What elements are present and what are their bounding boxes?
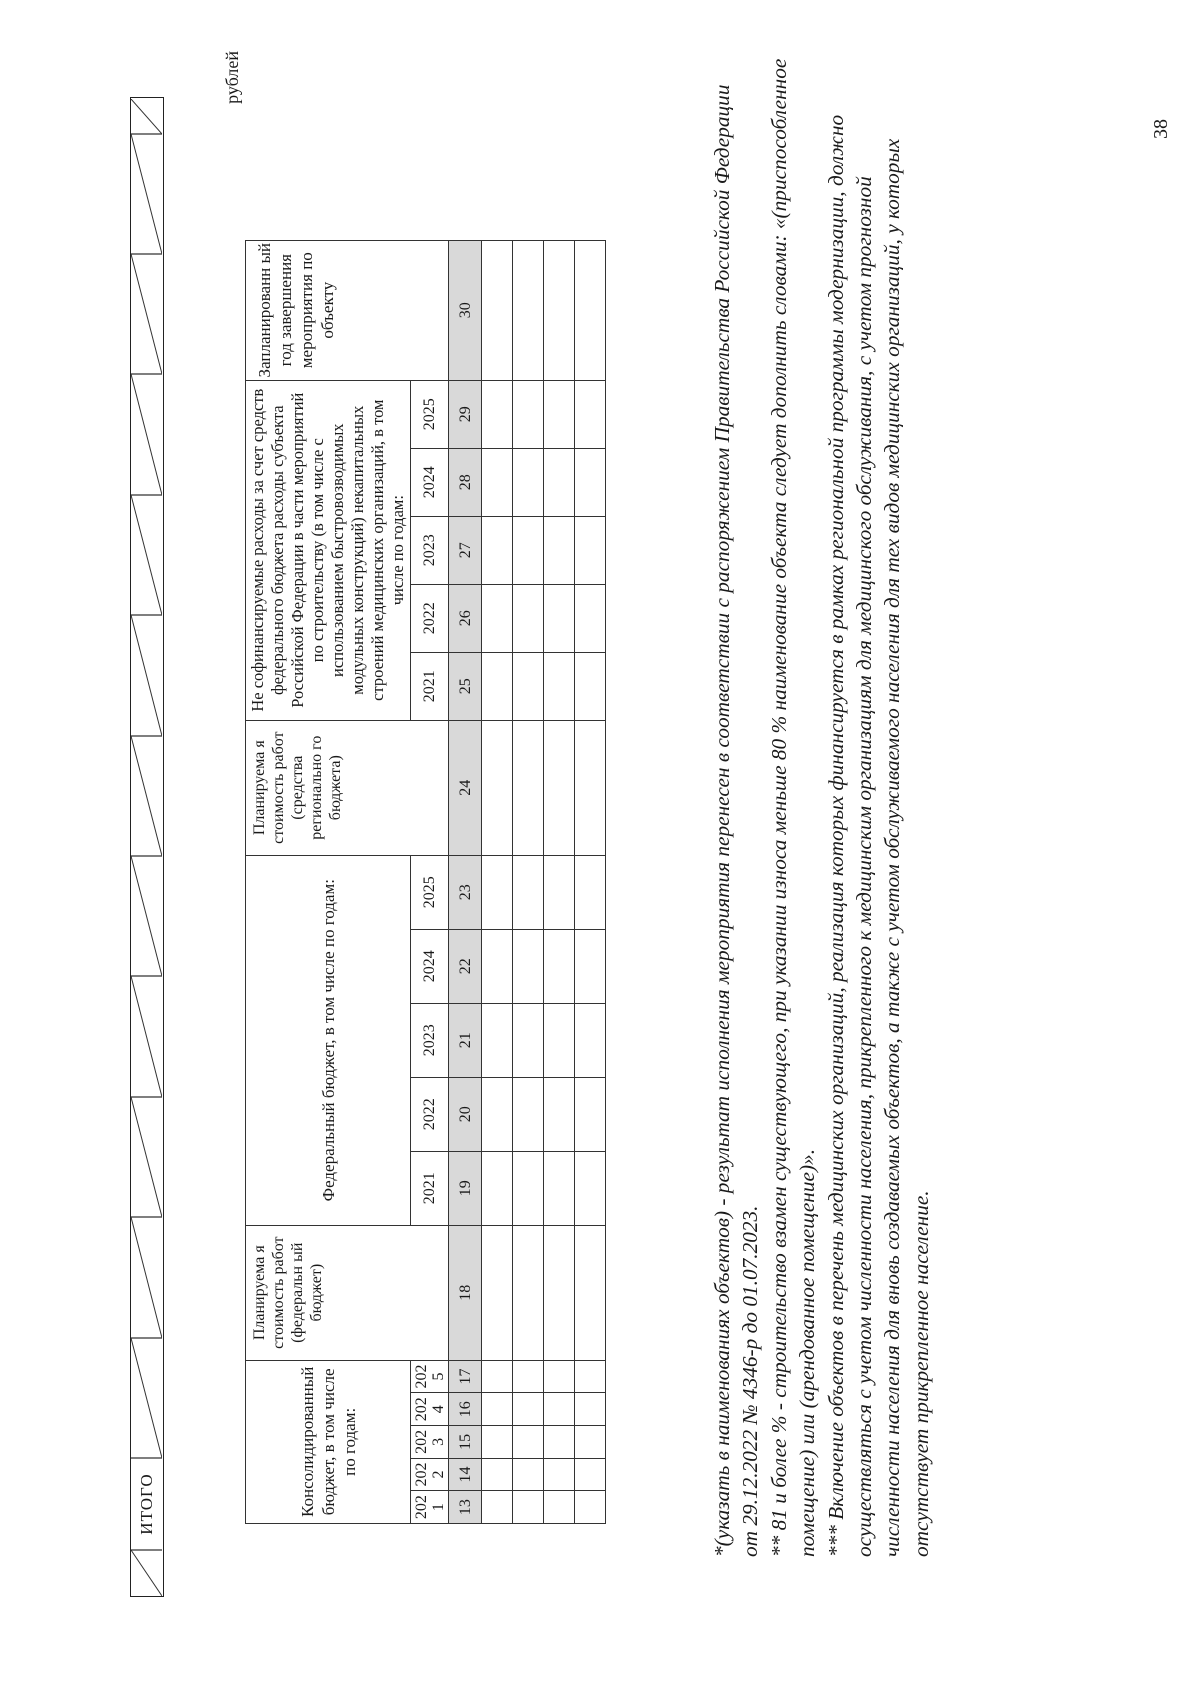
column-number: 30 xyxy=(449,240,482,380)
table-cell xyxy=(482,1426,513,1459)
table-cell xyxy=(575,240,606,380)
totals-row-diagonals xyxy=(131,99,162,1596)
table-cell xyxy=(482,1077,513,1151)
cell-cross-diagonal xyxy=(131,1550,162,1596)
non-cofinanced-year-header: 2021 xyxy=(411,652,449,720)
header-planned-completion-year: Запланированн ый год завершения мероприятия по объекту xyxy=(246,240,449,380)
header-federal-budget: Федеральный бюджет, в том числе по годам: xyxy=(246,855,411,1225)
table-cell xyxy=(575,1151,606,1225)
table-cell xyxy=(575,1491,606,1524)
column-number: 17 xyxy=(449,1360,482,1393)
table-cell xyxy=(482,1491,513,1524)
table-cell xyxy=(544,1360,575,1393)
year-top: 202 xyxy=(412,1397,430,1422)
year-top: 202 xyxy=(412,1462,430,1487)
non-cofinanced-year-header: 2025 xyxy=(411,380,449,448)
table-cell xyxy=(513,1151,544,1225)
table-cell xyxy=(482,380,513,448)
year-bottom: 1 xyxy=(429,1503,447,1512)
table-cell xyxy=(482,929,513,1003)
table-cell xyxy=(544,240,575,380)
table-cell xyxy=(513,652,544,720)
table-cell xyxy=(513,1426,544,1459)
table-cell xyxy=(544,448,575,516)
table-cell xyxy=(544,652,575,720)
column-number: 19 xyxy=(449,1151,482,1225)
table-cell xyxy=(544,1458,575,1491)
footnotes xyxy=(708,57,935,1557)
table-cell xyxy=(544,516,575,584)
footnote-1: *(указать в наименованиях объектов) - результат исполнения мероприятия перенесен в соответствии с распоряжением Правительства Российской Федерации от 29.12.2022 № 4346-р до 01.07.2023. xyxy=(710,84,763,1557)
header-planned-cost-federal: Планируема я стоимость работ (федеральн ый бюджет) xyxy=(246,1225,449,1360)
table-cell xyxy=(482,1003,513,1077)
table-cell xyxy=(575,1003,606,1077)
footnote-3: *** Включение объектов в перечень медицинских организаций, реализация которых финансируется в рамках региональной программы модернизации, должно осуществляться с учетом численности населения, прикрепленного к медицинским организациям для медицинского обслуживания, с учетом прогнозной численности населения для вновь создаваемых объектов, а также с учетом обслуживаемого населения для тех видов медицинских организаций, у которых отсутствует прикрепленное население. xyxy=(823,114,933,1557)
table-row xyxy=(482,240,513,1523)
consolidated-year-2022 xyxy=(411,1458,449,1491)
table-cell xyxy=(513,1393,544,1426)
cell-cross-diagonal xyxy=(131,374,162,495)
table-cell xyxy=(482,516,513,584)
year-bottom: 3 xyxy=(429,1437,447,1446)
totals-label: ИТОГО xyxy=(136,1473,156,1535)
table-cell xyxy=(575,1393,606,1426)
table-cell xyxy=(575,1077,606,1151)
table-cell xyxy=(544,929,575,1003)
table-cell xyxy=(575,1360,606,1393)
non-cofinanced-year-header: 2023 xyxy=(411,516,449,584)
table-cell xyxy=(513,929,544,1003)
table-cell xyxy=(575,855,606,929)
table-cell xyxy=(482,855,513,929)
table-cell xyxy=(513,240,544,380)
table-cell xyxy=(482,240,513,380)
cell-cross-diagonal xyxy=(131,99,162,134)
table-cell xyxy=(575,584,606,652)
year-bottom: 2 xyxy=(429,1470,447,1479)
non-cofinanced-year-header: 2024 xyxy=(411,448,449,516)
totals-row xyxy=(130,97,164,1597)
table-cell xyxy=(544,584,575,652)
table-cell xyxy=(513,1077,544,1151)
cell-cross-diagonal xyxy=(131,976,162,1097)
cell-cross-diagonal xyxy=(131,856,162,976)
cell-cross-diagonal xyxy=(131,1217,162,1338)
table-cell xyxy=(575,380,606,448)
column-number: 21 xyxy=(449,1003,482,1077)
year-top: 202 xyxy=(412,1495,430,1520)
table-cell xyxy=(513,380,544,448)
year-top: 202 xyxy=(412,1364,430,1389)
column-number: 16 xyxy=(449,1393,482,1426)
federal-year-header: 2022 xyxy=(411,1077,449,1151)
table-cell xyxy=(575,1458,606,1491)
cell-cross-diagonal xyxy=(131,495,162,615)
federal-year-header: 2025 xyxy=(411,855,449,929)
consolidated-year-2025 xyxy=(411,1360,449,1393)
table-cell xyxy=(544,1077,575,1151)
table-cell xyxy=(482,1458,513,1491)
column-number: 29 xyxy=(449,380,482,448)
table-cell xyxy=(513,1225,544,1360)
column-number: 24 xyxy=(449,720,482,855)
table-cell xyxy=(575,448,606,516)
footnote-2: ** 81 и более % - строительство взамен существующего, при указании износа меньше 80 % наименование объекта следует дополнить словами: «(приспособленное помещение) или (арендованное помещение)». xyxy=(766,58,820,1557)
cell-cross-diagonal xyxy=(131,254,162,374)
column-number: 28 xyxy=(449,448,482,516)
table-cell xyxy=(575,720,606,855)
table-cell xyxy=(544,855,575,929)
federal-year-header: 2023 xyxy=(411,1003,449,1077)
column-number: 23 xyxy=(449,855,482,929)
table-row xyxy=(575,240,606,1523)
column-number-row xyxy=(449,240,482,1523)
consolidated-year-2021 xyxy=(411,1491,449,1524)
table-cell xyxy=(575,1225,606,1360)
table-cell xyxy=(482,1393,513,1426)
table-cell xyxy=(544,1426,575,1459)
table-cell xyxy=(513,584,544,652)
table-cell xyxy=(513,448,544,516)
table-cell xyxy=(544,1003,575,1077)
table-cell xyxy=(544,1151,575,1225)
table-cell xyxy=(482,448,513,516)
units-label: рублей xyxy=(222,51,242,104)
cell-cross-diagonal xyxy=(131,134,162,254)
table-cell xyxy=(513,855,544,929)
year-top: 202 xyxy=(412,1429,430,1454)
table-row xyxy=(544,240,575,1523)
table-row xyxy=(513,240,544,1523)
table-cell xyxy=(575,652,606,720)
cell-cross-diagonal xyxy=(131,736,162,856)
table-cell xyxy=(513,1360,544,1393)
table-cell xyxy=(482,652,513,720)
consolidated-year-2023 xyxy=(411,1426,449,1459)
header-non-cofinanced-expenses: Не софинансируемые расходы за счет средств федерального бюджета расходы субъекта Российской Федерации в части мероприятий по строительству (в том числе с использованием быстровозводимых модульных конструкций) некапитальных строений медицинских организаций, в том числе по годам: xyxy=(246,380,411,720)
table-cell xyxy=(513,1003,544,1077)
column-number: 15 xyxy=(449,1426,482,1459)
column-number: 26 xyxy=(449,584,482,652)
column-number: 25 xyxy=(449,652,482,720)
table-cell xyxy=(482,1360,513,1393)
table-cell xyxy=(544,1491,575,1524)
table-cell xyxy=(482,1151,513,1225)
column-number: 13 xyxy=(449,1491,482,1524)
column-number: 22 xyxy=(449,929,482,1003)
table-cell xyxy=(575,929,606,1003)
table-cell xyxy=(544,720,575,855)
page-number: 38 xyxy=(1150,119,1172,139)
cell-cross-diagonal xyxy=(131,1097,162,1217)
column-number: 18 xyxy=(449,1225,482,1360)
column-number: 14 xyxy=(449,1458,482,1491)
consolidated-year-2024 xyxy=(411,1393,449,1426)
table-cell xyxy=(544,380,575,448)
year-bottom: 4 xyxy=(429,1405,447,1414)
table-cell xyxy=(575,516,606,584)
header-planned-cost-regional: Планируема я стоимость работ (средства регионально го бюджета) xyxy=(246,720,449,855)
table-cell xyxy=(575,1426,606,1459)
financing-table xyxy=(245,240,606,1524)
table-cell xyxy=(513,1491,544,1524)
header-consolidated-budget: Консолидированный бюджет, в том числе по годам: xyxy=(246,1360,411,1523)
table-cell xyxy=(544,1393,575,1426)
federal-year-header: 2024 xyxy=(411,929,449,1003)
table-cell xyxy=(482,1225,513,1360)
table-cell xyxy=(482,720,513,855)
table-cell xyxy=(482,584,513,652)
table-cell xyxy=(513,516,544,584)
table-cell xyxy=(544,1225,575,1360)
cell-cross-diagonal xyxy=(131,1338,162,1458)
table-cell xyxy=(513,720,544,855)
year-bottom: 5 xyxy=(429,1372,447,1381)
column-number: 20 xyxy=(449,1077,482,1151)
non-cofinanced-year-header: 2022 xyxy=(411,584,449,652)
federal-year-header: 2021 xyxy=(411,1151,449,1225)
column-number: 27 xyxy=(449,516,482,584)
table-cell xyxy=(513,1458,544,1491)
cell-cross-diagonal xyxy=(131,615,162,736)
